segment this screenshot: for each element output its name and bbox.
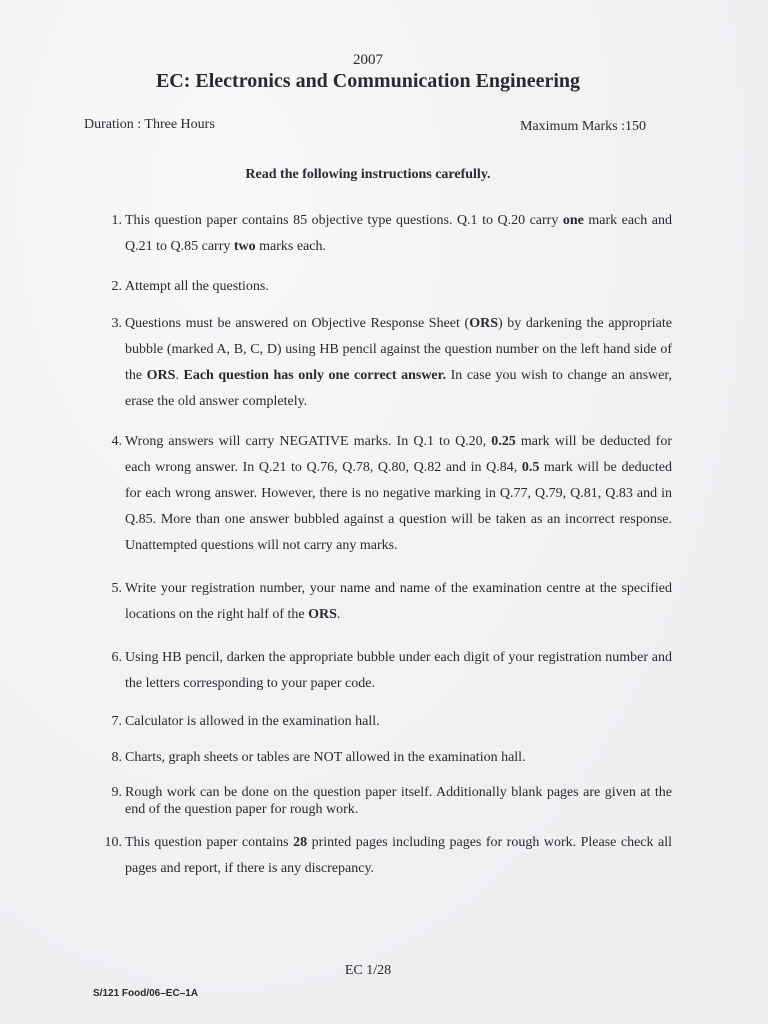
text-run: Charts, graph sheets or tables are NOT allowed in the examination hall. [125,750,526,765]
instruction-number: 7. [111,714,122,729]
text-run: Questions must be answered on Objective Response Sheet ( [125,316,470,331]
print-reference: S/121 Food/06–EC–1A [93,988,199,999]
instruction-text [125,576,672,628]
emphasis-text: ORS [308,607,337,622]
text-run: ) by darkening the appropriate bubble (marked A, B, C, D) using HB pencil against the question number on the left hand side of the [125,316,672,383]
instruction-number: 6. [111,650,122,665]
emphasis-text: Each question has only one correct answer. [183,368,447,383]
instruction-text [125,274,672,300]
instruction-number: 9. [111,785,122,800]
instructions-heading: Read the following instructions carefully. [245,167,491,182]
text-run: Wrong answers will carry NEGATIVE marks. In Q.1 to Q.20, [125,434,492,449]
instruction-text [125,645,672,697]
page-code: EC 1/28 [344,963,392,978]
duration-label: Duration : Three Hours [84,117,215,132]
instruction-number: 1. [111,213,122,228]
instruction-text [125,784,672,818]
instruction-item-1 [96,208,672,260]
instruction-text [125,830,672,882]
text-run: In case you wish to change an answer, erase the old answer completely. [125,368,672,409]
emphasis-text: 28 [293,835,308,850]
text-run: marks each. [255,239,327,254]
instruction-number: 8. [111,750,122,765]
text-run: mark will be deducted for each wrong answer. However, there is no negative marking in Q.77, Q.79, Q.81, Q.83 and in Q.85. More than one answer bubbled against a question will be taken as an incorrect response. Unattempted questions will not carry any marks. [125,460,672,553]
text-run: This question paper contains 85 objective type questions. Q.1 to Q.20 carry [125,213,563,228]
instruction-item-6 [96,645,672,697]
text-run: This question paper contains [125,835,294,850]
instruction-text [125,745,672,771]
emphasis-text: ORS [469,316,498,331]
instruction-item-2 [96,274,672,300]
text-run: mark will be deducted for each wrong answer. In Q.21 to Q.76, Q.78, Q.80, Q.82 and in Q.84, [125,434,672,475]
text-run: Using HB pencil, darken the appropriate bubble under each digit of your registration number and the letters corresponding to your paper code. [125,650,672,691]
text-run: Calculator is allowed in the examination hall. [125,714,380,729]
instruction-number: 10. [104,835,122,850]
instruction-number: 3. [111,316,122,331]
instruction-item-7 [96,709,672,735]
text-run: . [175,368,184,383]
maximum-marks-label: Maximum Marks :150 [520,119,646,134]
emphasis-text: 0.25 [491,434,516,449]
instruction-number: 5. [111,581,122,596]
instruction-text [125,208,672,260]
instruction-item-9 [96,784,672,818]
instruction-item-4 [96,429,672,559]
text-run: Rough work can be done on the question paper itself. Additionally blank pages are given at the end of the question paper for rough work. [125,785,672,817]
instruction-item-10 [96,830,672,882]
exam-year: 2007 [353,52,383,68]
text-run: . [336,607,341,622]
emphasis-text: two [233,239,256,254]
text-run: Write your registration number, your name and name of the examination centre at the specified locations on the right half of the [125,581,672,622]
text-run: mark each and Q.21 to Q.85 carry [125,213,672,254]
text-run: printed pages including pages for rough work. Please check all pages and report, if there is any discrepancy. [125,835,673,876]
instruction-number: 4. [111,434,122,449]
paper-title: EC: Electronics and Communication Engineering [155,70,581,92]
emphasis-text: one [562,213,584,228]
text-run: Attempt all the questions. [125,279,269,294]
emphasis-text: 0.5 [521,460,540,475]
instruction-item-8 [96,745,672,771]
instruction-text [125,709,672,735]
instruction-item-3 [96,311,672,415]
instruction-item-5 [96,576,672,628]
instruction-text [125,311,672,415]
instruction-number: 2. [111,279,122,294]
emphasis-text: ORS [146,368,176,383]
instruction-text [125,429,672,559]
